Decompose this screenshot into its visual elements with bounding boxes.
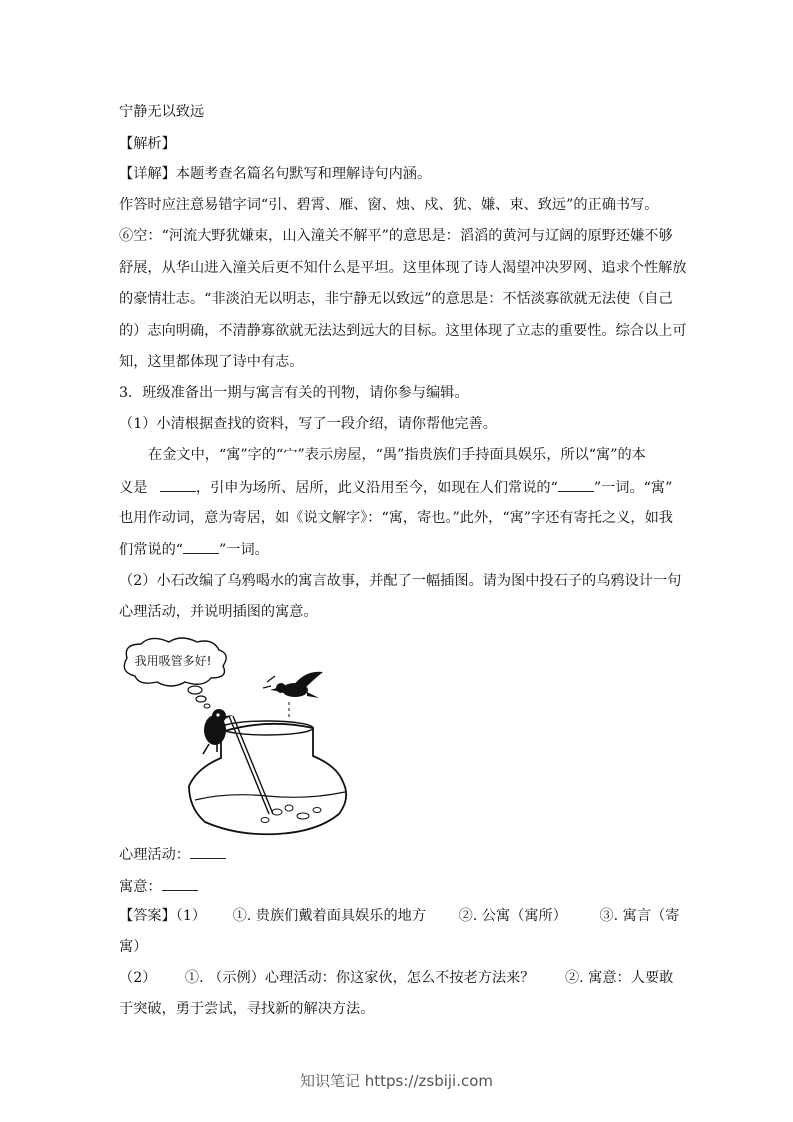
crow-drawing	[117, 636, 367, 836]
text-fragment: ”一词。“寓”	[593, 480, 673, 496]
blank-meaning[interactable]	[162, 876, 198, 891]
answer-line-2: 寓）	[119, 939, 148, 955]
crow-illustration	[117, 636, 367, 836]
text-line: 的豪情壮志。“非淡泊无以明志，非宁静无以致远”的意思是：不恬淡寡欲就无法使（自己	[119, 291, 673, 307]
text-fragment: ”一词。	[219, 542, 269, 558]
sub-question-2: （2）小石改编了乌鸦喝水的寓言故事，并配了一幅插图。请为图中投石子的乌鸦设计一句	[119, 573, 682, 589]
meaning-field	[119, 876, 689, 897]
text-fragment: 义是	[119, 480, 148, 496]
text-line: 知，这里都体现了诗中有志。	[119, 354, 304, 370]
answer-line-1	[119, 906, 689, 926]
field-label: 心理活动：	[119, 847, 190, 863]
flying-crow	[263, 672, 323, 720]
analysis-heading: 【解析】	[119, 136, 176, 152]
text-line: ⑥空：“河流大野犹嫌束，山入潼关不解平”的意思是：滔滔的黄河与辽阔的原野还嫌不够	[119, 228, 673, 244]
bubble-text: 我用吸管多好!	[134, 654, 212, 668]
detail-line: 【详解】本题考查名篇名句默写和理解诗句内涵。	[119, 166, 432, 182]
text-line: 也用作动词，意为寄居，如《说文解字》：“寓，寄也。”此外，“寓”字还有寄托之义，如我	[119, 510, 673, 526]
blank-1[interactable]	[160, 477, 196, 492]
text-line: 作答时应注意易错字词“引、碧霄、雁、窗、烛、戍、犹、嫌、束、致远”的正确书写。	[119, 197, 659, 213]
answer-label: （2）	[119, 970, 157, 986]
blank-3[interactable]	[183, 539, 219, 554]
text-line-with-blank	[119, 539, 689, 560]
answer-1-3: ③. 寓言（寄	[599, 908, 680, 924]
text-line: 心理活动，并说明插图的寓意。	[119, 604, 318, 620]
text-line: 在金文中，“寓”字的“宀”表示房屋，“禺”指贵族们手持面具娱乐，所以“寓”的本	[148, 447, 646, 463]
text-fragment: 们常说的“	[119, 542, 184, 558]
answer-label: 【答案】（1）	[119, 908, 207, 924]
answer-1-1: ①. 贵族们戴着面具娱乐的地方	[232, 908, 427, 924]
answer-line-4: 于突破，勇于尝试，寻找新的解决方法。	[119, 1001, 375, 1017]
question-3: 3．班级准备出一期与寓言有关的刊物，请你参与编辑。	[119, 385, 469, 401]
answer-line-3	[119, 968, 689, 988]
sub-question-1: （1）小清根据查找的资料，写了一段介绍，请你帮他完善。	[119, 416, 497, 432]
blank-psych[interactable]	[190, 844, 226, 859]
text-line: 的）志向明确，不清静寡欲就无法达到远大的目标。这里体现了立志的重要性。综合以上可	[119, 323, 687, 339]
answer-line: 宁静无以致远	[119, 104, 205, 120]
blank-2[interactable]	[558, 477, 594, 492]
field-label: 寓意：	[119, 879, 162, 895]
answer-2-2: ②. 寓意：人要敢	[564, 970, 674, 986]
answer-1-2: ②. 公寓（寓所）	[458, 908, 567, 924]
psych-activity-field	[119, 844, 689, 865]
footer-watermark: 知识笔记 https://zsbiji.com	[299, 1072, 494, 1090]
text-line-with-blanks	[119, 477, 689, 498]
text-fragment: ，引申为场所、居所，此义沿用至今，如现在人们常说的“	[195, 480, 558, 496]
text-line: 舒展，从华山进入潼关后更不知什么是平坦。这里体现了诗人渴望冲决罗网、追求个性解放	[119, 260, 687, 276]
answer-2-1: ①. （示例）心理活动：你这家伙，怎么不按老方法来？	[184, 970, 535, 986]
